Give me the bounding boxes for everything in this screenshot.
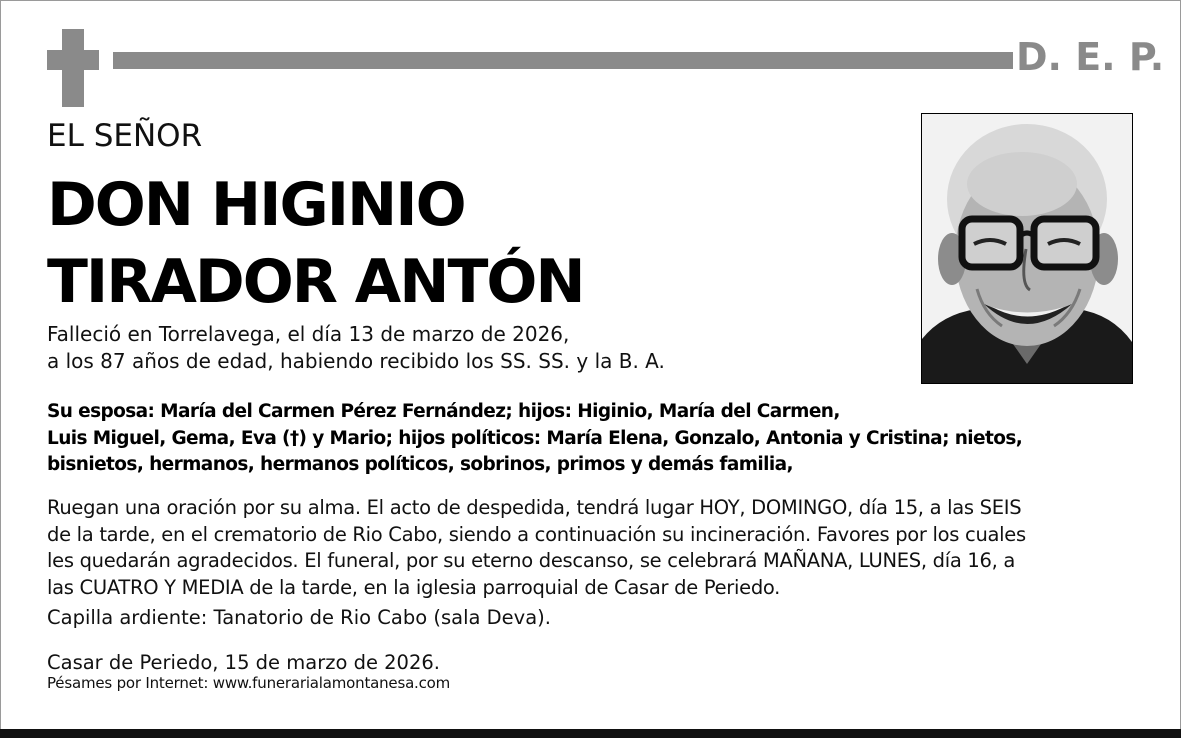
notice-line: las CUATRO Y MEDIA de la tarde, en la iglesia parroquial de Casar de Periedo. bbox=[47, 575, 781, 599]
family-line: Luis Miguel, Gema, Eva (†) y Mario; hijos políticos: María Elena, Gonzalo, Antonia y Cristina; nietos, bbox=[47, 427, 1023, 449]
death-details-line-2: a los 87 años de edad, habiendo recibido los SS. SS. y la B. A. bbox=[47, 349, 665, 373]
portrait-photo bbox=[921, 113, 1133, 384]
funeral-notice-paragraph bbox=[47, 495, 1026, 601]
bottom-border-bar bbox=[0, 729, 1181, 738]
deceased-name-line-2: TIRADOR ANTÓN bbox=[47, 247, 584, 317]
chapel-line: Capilla ardiente: Tanatorio de Rio Cabo (sala Deva). bbox=[47, 606, 551, 629]
condolences-link[interactable]: Pésames por Internet: www.funerarialamontanesa.com bbox=[47, 674, 451, 692]
family-line: Su esposa: María del Carmen Pérez Fernández; hijos: Higinio, María del Carmen, bbox=[47, 401, 840, 422]
place-date: Casar de Periedo, 15 de marzo de 2026. bbox=[47, 651, 440, 674]
header-rule bbox=[113, 52, 1013, 69]
notice-line: de la tarde, en el crematorio de Rio Cabo, siendo a continuación su incineración. Favores por los cuales bbox=[47, 522, 1026, 546]
family-line: bisnietos, hermanos, hermanos políticos, sobrinos, primos y demás familia, bbox=[47, 454, 793, 475]
dep-label: D. E. P. bbox=[1016, 35, 1165, 79]
portrait-image bbox=[922, 114, 1132, 383]
family-paragraph bbox=[47, 399, 1022, 479]
notice-line: Ruegan una oración por su alma. El acto de despedida, tendrá lugar HOY, DOMINGO, día 15, a las SEIS bbox=[47, 496, 1022, 519]
death-details-line-1: Falleció en Torrelavega, el día 13 de marzo de 2026, bbox=[47, 322, 570, 346]
deceased-name-line-1: DON HIGINIO bbox=[47, 170, 465, 240]
notice-line: les quedarán agradecidos. El funeral, por su eterno descanso, se celebrará MAÑANA, LUNES, día 16, a bbox=[47, 549, 1016, 572]
cross-icon-arm bbox=[47, 50, 99, 70]
pre-title: EL SEÑOR bbox=[47, 118, 203, 154]
